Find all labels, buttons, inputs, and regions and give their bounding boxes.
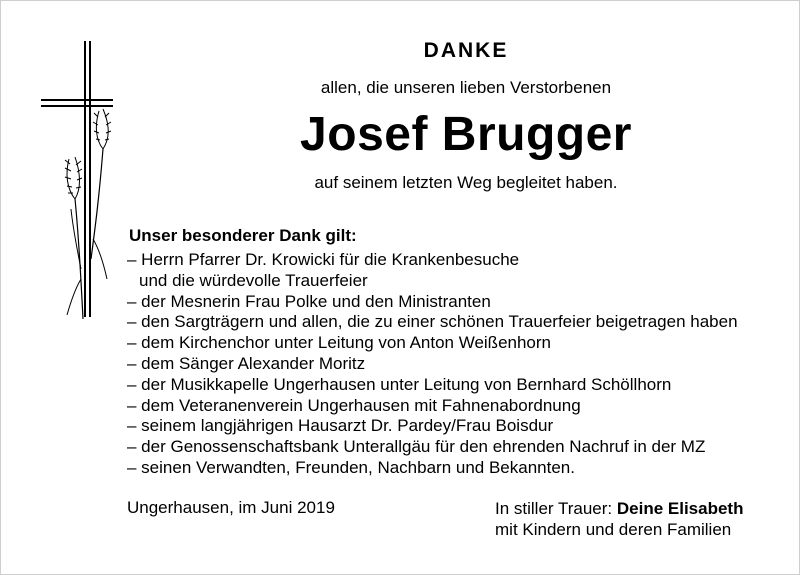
list-item: – seinem langjährigen Hausarzt Dr. Pardey/Frau Boisdur [127, 416, 554, 436]
mourners-line [495, 498, 743, 519]
thanks-heading: Unser besonderer Dank gilt: [129, 226, 357, 245]
thanks-list [127, 250, 738, 479]
list-item: – dem Sänger Alexander Moritz [127, 353, 366, 373]
list-item: und die würdevolle Trauerfeier [139, 270, 368, 290]
list-item: – seinen Verwandten, Freunden, Nachbarn und Bekannten. [127, 457, 575, 477]
notice-title: DANKE [423, 39, 509, 62]
list-item: – Herrn Pfarrer Dr. Krowicki für die Krankenbesuche [127, 250, 520, 269]
list-item: – der Genossenschaftsbank Unterallgäu für den ehrenden Nachruf in der MZ [127, 437, 706, 457]
list-item: – der Mesnerin Frau Polke und den Ministranten [127, 291, 491, 311]
list-item: – dem Kirchenchor unter Leitung von Anton Weißenhorn [127, 333, 552, 353]
list-item: – der Musikkapelle Ungerhausen unter Leitung von Bernhard Schöllhorn [127, 374, 672, 394]
intro-text: allen, die unseren lieben Verstorbenen [320, 78, 612, 97]
mourner-name: Deine Elisabeth [616, 499, 744, 518]
place-date: Ungerhausen, im Juni 2019 [127, 498, 335, 517]
mourners-family: mit Kindern und deren Familien [495, 520, 732, 539]
deceased-name: Josef Brugger [300, 108, 632, 161]
outro-text: auf seinem letzten Weg begleitet haben. [314, 173, 618, 192]
mourners-block [495, 498, 743, 540]
mourning-prefix: In stiller Trauer: [495, 499, 617, 518]
list-item: – den Sargträgern und allen, die zu einer schönen Trauerfeier beigetragen haben [127, 312, 738, 332]
list-item: – dem Veteranenverein Ungerhausen mit Fahnenabordnung [127, 395, 581, 415]
